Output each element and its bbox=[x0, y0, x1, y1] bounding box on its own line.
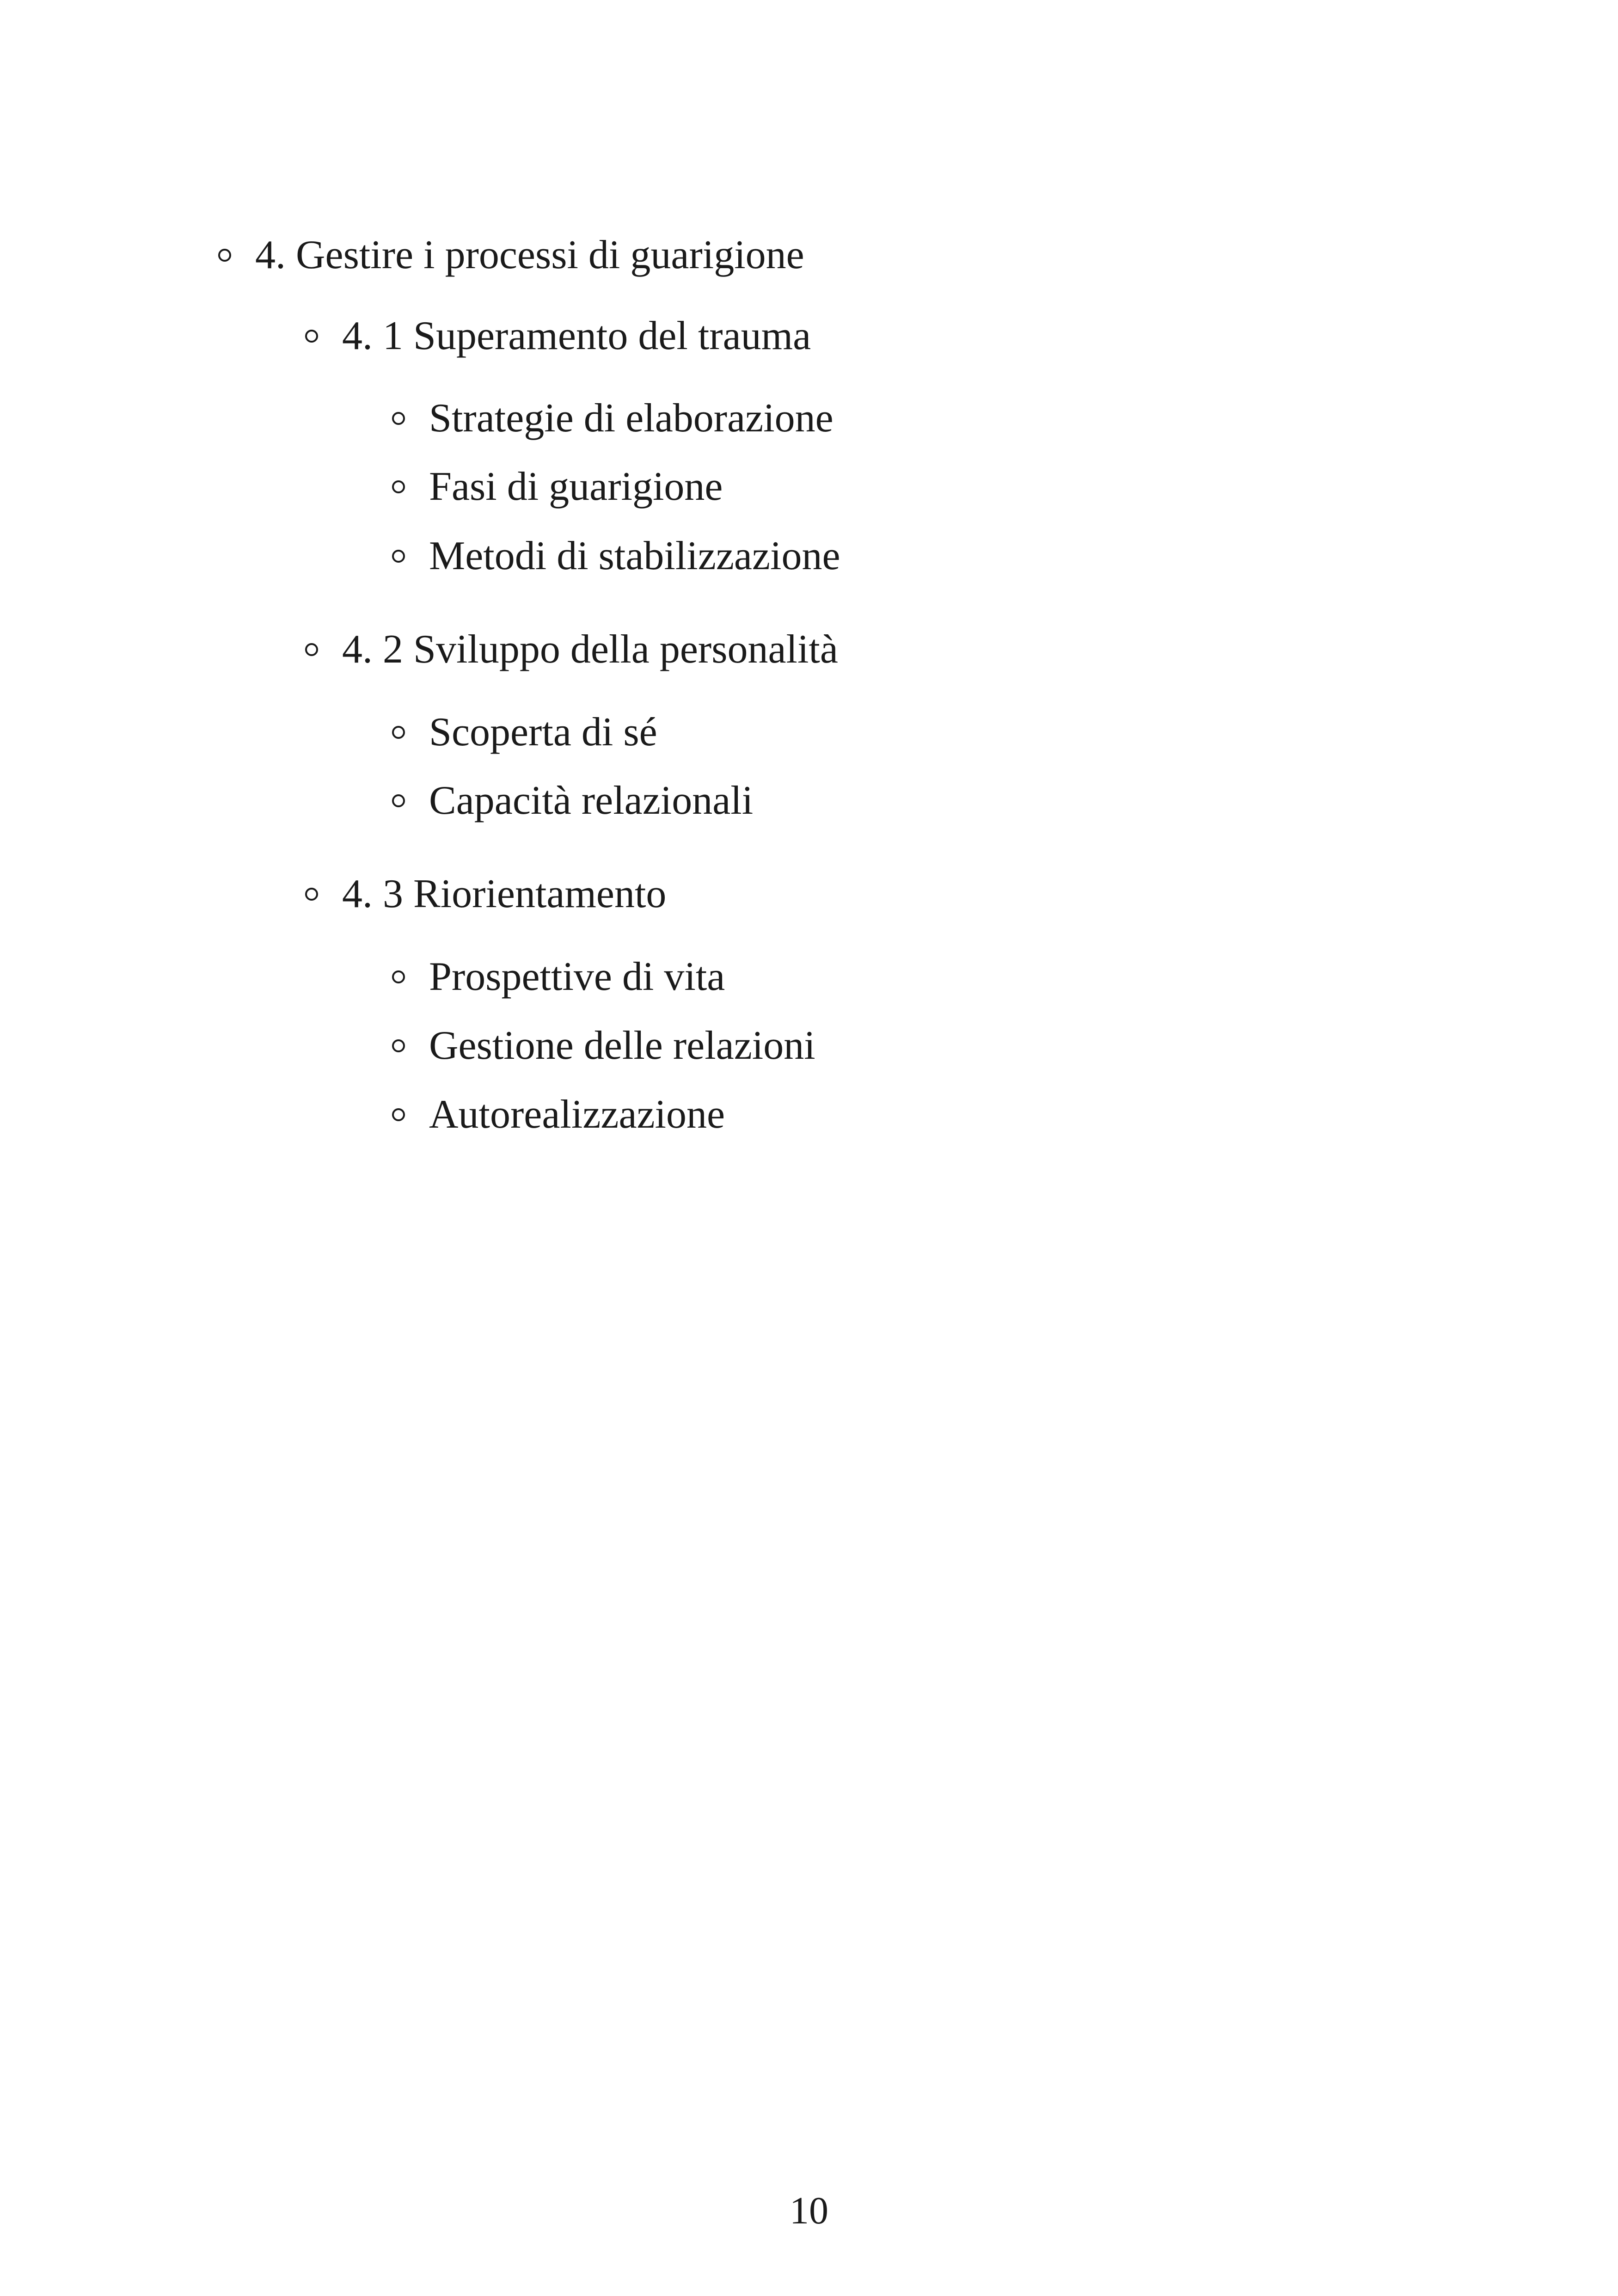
hollow-circle-icon bbox=[392, 1108, 405, 1121]
hollow-circle-icon bbox=[305, 330, 318, 343]
hollow-circle-icon bbox=[392, 726, 405, 739]
outline-subsection bbox=[305, 629, 838, 670]
outline-item bbox=[392, 398, 834, 439]
outline-item-label: Autorealizzazione bbox=[429, 1092, 725, 1137]
outline-item-label: Gestione delle relazioni bbox=[429, 1023, 815, 1068]
outline-item-label: Prospettive di vita bbox=[429, 954, 725, 999]
hollow-circle-icon bbox=[218, 249, 231, 262]
subsection-title: 4. 3 Riorientamento bbox=[342, 872, 667, 916]
outline-subsection bbox=[305, 874, 666, 915]
outline-item-label: Fasi di guarigione bbox=[429, 464, 723, 509]
outline-subsection bbox=[305, 313, 811, 358]
outline-item-label: Scoperta di sé bbox=[429, 710, 657, 755]
section-title: 4. Gestire i processi di guarigione bbox=[255, 233, 804, 277]
outline-item bbox=[392, 954, 725, 999]
hollow-circle-icon bbox=[392, 550, 405, 563]
subsection-title: 4. 2 Sviluppo della personalità bbox=[342, 627, 838, 672]
hollow-circle-icon bbox=[392, 412, 405, 425]
page-number: 10 bbox=[790, 2189, 828, 2232]
outline-item bbox=[392, 780, 753, 821]
outline-item bbox=[392, 1094, 725, 1135]
outline-item-label: Capacità relazionali bbox=[429, 778, 754, 823]
outline-item bbox=[392, 712, 657, 753]
outline-item-label: Strategie di elaborazione bbox=[429, 396, 834, 441]
outline-item bbox=[392, 464, 723, 509]
outline-item-label: Metodi di stabilizzazione bbox=[429, 534, 840, 578]
hollow-circle-icon bbox=[305, 643, 318, 656]
hollow-circle-icon bbox=[392, 970, 405, 983]
hollow-circle-icon bbox=[392, 480, 405, 493]
outline-item bbox=[392, 536, 840, 577]
subsection-title: 4. 1 Superamento del trauma bbox=[342, 313, 811, 358]
outline-item bbox=[392, 1025, 815, 1066]
hollow-circle-icon bbox=[392, 1039, 405, 1052]
hollow-circle-icon bbox=[305, 888, 318, 901]
outline-section bbox=[218, 235, 804, 276]
hollow-circle-icon bbox=[392, 794, 405, 807]
